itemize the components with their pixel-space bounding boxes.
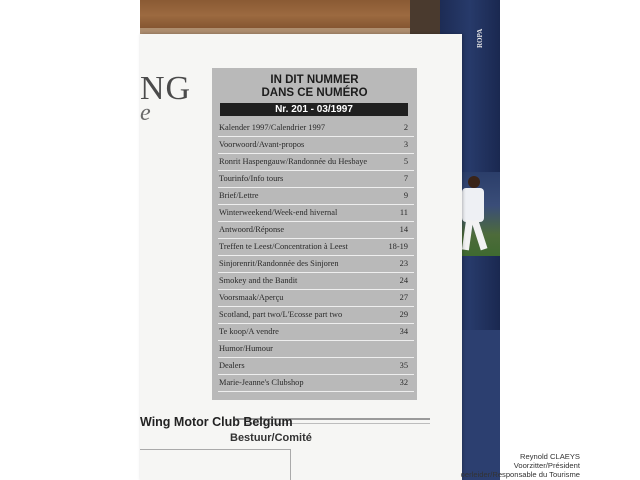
toc-item-label: Kalender 1997/Calendrier 1997	[219, 123, 326, 132]
toc-item-page: 2	[403, 123, 408, 132]
table-of-contents	[212, 68, 417, 400]
toc-item-page: 27	[399, 293, 408, 302]
toc-item-page: 14	[399, 225, 408, 234]
board-member-name: Reynold CLAEYS	[520, 452, 580, 461]
toc-row	[218, 307, 414, 324]
toc-item-label: Scotland, part two/L'Ecosse part two	[219, 310, 343, 319]
toc-item-label: Brief/Lettre	[219, 191, 259, 200]
toc-row	[218, 137, 414, 154]
toc-item-label: Smokey and the Bandit	[219, 276, 298, 285]
player-shirt	[462, 188, 484, 222]
toc-item-label: Humor/Humour	[219, 344, 273, 353]
toc-item-page: 32	[399, 378, 408, 387]
toc-heading-nl: IN DIT NUMMER	[270, 74, 359, 86]
toc-item-label: Voorsmaak/Aperçu	[219, 293, 284, 302]
toc-row	[218, 239, 414, 256]
player-head	[468, 176, 480, 188]
board-member-role: oerleider/Responsable du Tourisme	[460, 470, 580, 479]
club-name: Wing Motor Club Belgium	[140, 415, 293, 429]
toc-row	[218, 273, 414, 290]
board-member-role: Voorzitter/Président	[513, 461, 580, 470]
magazine-logo: ROPA	[476, 28, 484, 48]
shelf-shadow	[410, 0, 444, 36]
toc-item-label: Treffen te Leest/Concentration à Leest	[219, 242, 348, 251]
club-subtitle: Bestuur/Comité	[230, 432, 312, 444]
toc-row	[218, 222, 414, 239]
toc-item-label: Tourinfo/Info tours	[219, 174, 284, 183]
issue-number: Nr. 201 - 03/1997	[220, 103, 408, 116]
toc-item-page: 34	[399, 327, 408, 336]
toc-row	[218, 205, 414, 222]
masthead-title: NG	[140, 70, 192, 107]
toc-row	[218, 358, 414, 375]
toc-item-label: Antwoord/Réponse	[219, 225, 285, 234]
toc-row	[218, 171, 414, 188]
toc-row	[218, 341, 414, 358]
toc-heading-fr: DANS CE NUMÉRO	[261, 87, 368, 99]
toc-row	[218, 154, 414, 171]
toc-row	[218, 324, 414, 341]
toc-item-page: 23	[399, 259, 408, 268]
toc-row	[218, 256, 414, 273]
toc-item-label: Voorwoord/Avant-propos	[219, 140, 305, 149]
toc-row	[218, 290, 414, 307]
toc-row	[218, 375, 414, 392]
toc-item-page: 9	[403, 191, 408, 200]
toc-row	[218, 120, 414, 137]
toc-item-page: 3	[403, 140, 408, 149]
toc-item-page: 29	[399, 310, 408, 319]
toc-item-label: Winterweekend/Week-end hivernal	[219, 208, 338, 217]
toc-row	[218, 188, 414, 205]
toc-item-label: Ronrit Haspengauw/Randonnée du Hesbaye	[219, 157, 368, 166]
toc-item-page: 11	[399, 208, 408, 217]
toc-item-page: 5	[403, 157, 408, 166]
toc-item-page: 35	[399, 361, 408, 370]
toc-item-label: Te koop/A vendre	[219, 327, 279, 336]
toc-item-page: 18-19	[388, 242, 408, 251]
toc-item-label: Sinjorenrit/Randonnée des Sinjoren	[219, 259, 339, 268]
toc-item-page: 7	[403, 174, 408, 183]
toc-item-label: Marie-Jeanne's Clubshop	[219, 378, 304, 387]
toc-item-page: 24	[399, 276, 408, 285]
masthead-subtitle: e	[140, 100, 151, 126]
toc-item-label: Dealers	[219, 361, 245, 370]
